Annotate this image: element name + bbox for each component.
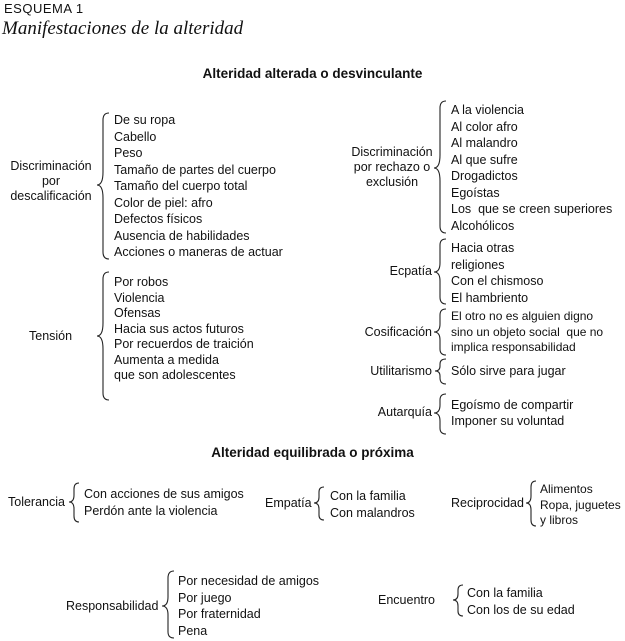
brace-reciprocidad [526, 481, 536, 526]
list-item: Imponer su voluntad [451, 413, 565, 428]
list-item: Los que se creen superiores [451, 202, 613, 216]
list-item: Perdón ante la violencia [84, 503, 218, 518]
list-item: Acciones o maneras de actuar [114, 245, 283, 259]
group-items-descalificacion [114, 112, 283, 261]
list-item: Con la familia [467, 586, 543, 600]
list-item: Al que sufre [451, 152, 518, 167]
list-item: Por fraternidad [178, 607, 261, 621]
group-items-tension [114, 275, 254, 384]
group-label-responsabilidad: Responsabilidad [66, 599, 159, 613]
list-item: Por recuerdos de traición [114, 337, 254, 351]
brace-autarquia [434, 394, 446, 434]
list-item: Pena [178, 623, 208, 638]
list-item: Con los de su edad [467, 602, 575, 617]
diagram-title: Manifestaciones de la alteridad [2, 18, 244, 39]
list-item: Por robos [114, 275, 169, 289]
list-item: Con la familia [330, 489, 406, 503]
list-item: y libros [540, 513, 579, 527]
group-label-utilitarismo: Utilitarismo [370, 364, 432, 378]
brace-responsabilidad [162, 571, 174, 638]
group-label-tolerancia: Tolerancia [8, 495, 65, 509]
list-item: religiones [451, 257, 505, 272]
group-label-descalificacion: Discriminación por descalificación [10, 159, 92, 203]
list-item: Tamaño de partes del cuerpo [114, 162, 276, 177]
list-item: Color de piel: afro [114, 195, 213, 210]
brace-ecpatia [434, 239, 446, 304]
group-items-utilitarismo [451, 363, 566, 380]
list-item: Sólo sirve para jugar [451, 364, 566, 378]
brace-empatia [314, 487, 324, 520]
list-item: El otro no es alguien digno [451, 309, 594, 323]
brace-utilitarismo [435, 359, 446, 384]
list-item: Aumenta a medida [114, 352, 219, 367]
list-item: Ofensas [114, 306, 161, 320]
list-item: Alcohólicos [451, 218, 515, 233]
section-heading-equilibrada: Alteridad equilibrada o próxima [211, 445, 414, 460]
list-item: Hacia otras [451, 241, 515, 255]
list-item: Por juego [178, 590, 232, 605]
list-item: Egoísmo de compartir [451, 398, 574, 412]
list-item: El hambriento [451, 290, 529, 305]
list-item: Por necesidad de amigos [178, 574, 320, 588]
list-item: Con el chismoso [451, 274, 544, 288]
list-item: Ausencia de habilidades [114, 228, 250, 243]
group-items-reciprocidad [540, 482, 621, 529]
list-item: Drogadictos [451, 169, 518, 183]
group-items-autarquia [451, 398, 573, 429]
list-item: A la violencia [451, 103, 524, 117]
brace-tolerancia [69, 483, 79, 522]
group-items-rechazo [451, 102, 612, 234]
group-label-rechazo: Discriminación por rechazo o exclusión [351, 145, 433, 189]
list-item: Al malandro [451, 136, 518, 150]
group-items-tolerancia [84, 486, 244, 519]
brace-cosificacion [434, 309, 446, 355]
list-item: Hacia sus actos futuros [114, 321, 244, 336]
list-item: Alimentos [540, 482, 593, 496]
brace-tension [97, 272, 109, 400]
list-item: Con malandros [330, 505, 415, 520]
list-item: sino un objeto social que no [451, 324, 604, 339]
list-item: Tamaño del cuerpo total [114, 179, 248, 193]
section-heading-alterada: Alteridad alterada o desvinculante [202, 66, 423, 81]
list-item: Peso [114, 146, 143, 160]
group-items-responsabilidad [178, 573, 319, 639]
group-items-cosificacion [451, 309, 603, 356]
list-item: Cabello [114, 129, 157, 144]
list-item: De su ropa [114, 113, 176, 127]
group-label-ecpatia: Ecpatía [389, 264, 432, 278]
group-label-autarquia: Autarquía [377, 405, 432, 419]
list-item: Defectos físicos [114, 212, 203, 226]
group-label-tension: Tensión [29, 329, 73, 343]
list-item: que son adolescentes [114, 368, 236, 382]
group-label-cosificacion: Cosificación [364, 325, 432, 339]
group-label-empatia: Empatía [265, 496, 312, 510]
list-item: Al color afro [451, 119, 518, 134]
brace-encuentro [453, 585, 463, 616]
list-item: Violencia [114, 290, 165, 305]
group-label-reciprocidad: Reciprocidad [451, 496, 524, 510]
list-item: Egoístas [451, 185, 500, 200]
group-items-encuentro [467, 585, 575, 618]
group-items-ecpatia [451, 240, 543, 306]
schema-label: ESQUEMA 1 [4, 1, 84, 16]
group-label-encuentro: Encuentro [378, 593, 435, 607]
list-item: Con acciones de sus amigos [84, 487, 244, 501]
list-item: Ropa, juguetes [540, 497, 621, 512]
group-items-empatia [330, 488, 415, 521]
list-item: implica responsabilidad [451, 340, 576, 354]
